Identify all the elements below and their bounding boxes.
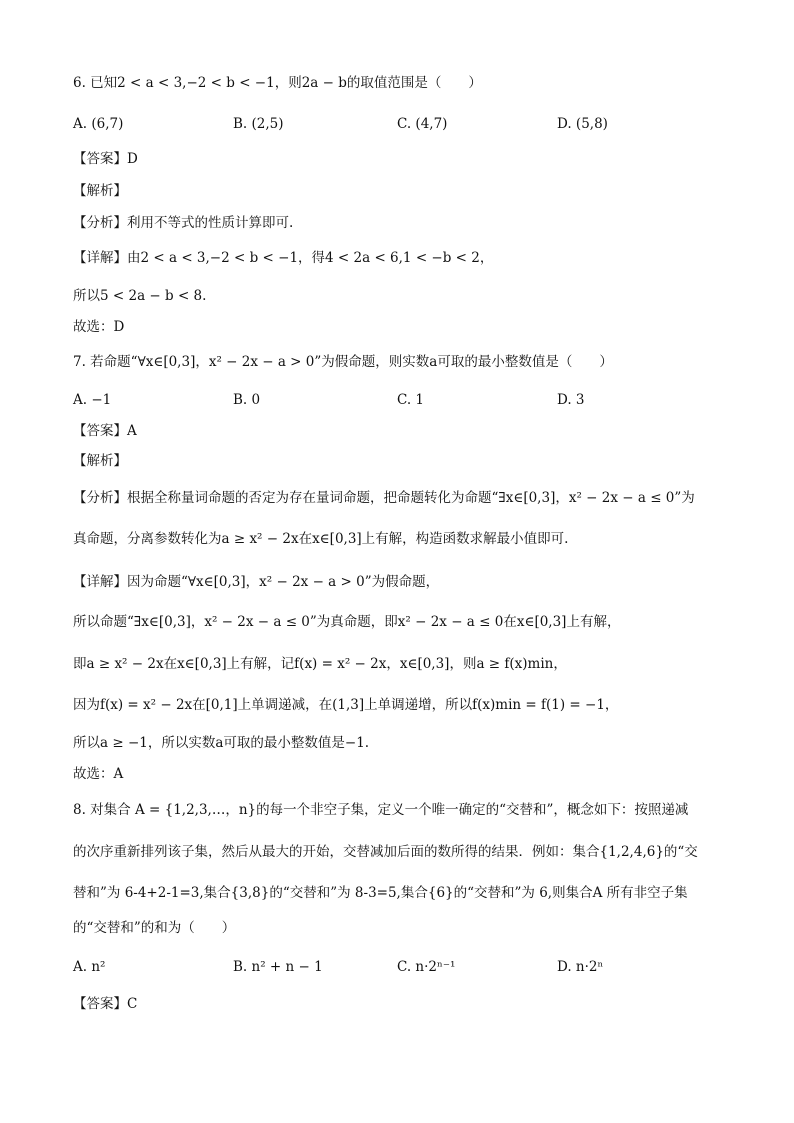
q7-answer: 【答案】A bbox=[73, 423, 137, 439]
q6-option-b: B. (2,5) bbox=[233, 116, 284, 132]
q6-stem: 6. 已知2 < a < 3,−2 < b < −1，则2a − b的取值范围是（ ） bbox=[73, 75, 482, 91]
q7-detail-line1: 【详解】因为命题“∀x∈[0,3]，x² − 2x − a > 0”为假命题， bbox=[73, 574, 440, 590]
q7-option-b: B. 0 bbox=[233, 392, 261, 408]
q6-detail-line2: 所以5 < 2a − b < 8. bbox=[73, 288, 207, 304]
q7-detail-line2: 所以命题“∃x∈[0,3]，x² − 2x − a ≤ 0”为真命题，即x² − 2x − a ≤ 0在x∈[0,3]上有解， bbox=[73, 614, 621, 630]
q7-option-c: C. 1 bbox=[397, 392, 425, 408]
q7-detail-line3: 即a ≥ x² − 2x在x∈[0,3]上有解，记f(x) = x² − 2x，x∈[0,3]，则a ≥ f(x)min， bbox=[73, 656, 567, 672]
q7-jiexi-heading: 【解析】 bbox=[73, 453, 127, 469]
q8-option-b: B. n² + n − 1 bbox=[233, 959, 323, 975]
q6-analysis: 【分析】利用不等式的性质计算即可. bbox=[73, 215, 294, 231]
q8-option-c: C. n·2ⁿ⁻¹ bbox=[397, 959, 456, 975]
q8-option-d: D. n·2ⁿ bbox=[557, 959, 604, 975]
q8-stem-line2: 的次序重新排列该子集，然后从最大的开始，交替减加后面的数所得的结果．例如：集合{1,2,4,6}的“交 bbox=[73, 844, 698, 860]
q7-detail-line5: 所以a ≥ −1，所以实数a可取的最小整数值是−1. bbox=[73, 735, 370, 751]
q6-option-c: C. (4,7) bbox=[397, 116, 448, 132]
q8-stem-line1: 8. 对集合 A = {1,2,3,…，n}的每一个非空子集，定义一个唯一确定的“交替和”，概念如下：按照递减 bbox=[73, 802, 689, 818]
q7-stem: 7. 若命题“∀x∈[0,3]，x² − 2x − a > 0”为假命题，则实数a可取的最小整数值是（ ） bbox=[73, 354, 613, 370]
q7-choice: 故选：A bbox=[73, 766, 124, 782]
q8-stem-line3: 替和”为 6-4+2-1=3,集合{3,8}的“交替和”为 8-3=5,集合{6}的“交替和”为 6,则集合A 所有非空子集 bbox=[73, 885, 688, 901]
q6-option-d: D. (5,8) bbox=[557, 116, 608, 132]
q7-analysis-line2: 真命题，分离参数转化为a ≥ x² − 2x在x∈[0,3]上有解，构造函数求解最小值即可. bbox=[73, 531, 569, 547]
q6-detail: 【详解】由2 < a < 3,−2 < b < −1，得4 < 2a < 6,1 < −b < 2， bbox=[73, 250, 494, 266]
q7-analysis-line1: 【分析】根据全称量词命题的否定为存在量词命题，把命题转化为命题“∃x∈[0,3]，x² − 2x − a ≤ 0”为 bbox=[73, 490, 695, 506]
q6-answer: 【答案】D bbox=[73, 151, 138, 167]
q8-stem-line4: 的“交替和”的和为（ ） bbox=[73, 920, 236, 936]
q6-choice: 故选：D bbox=[73, 319, 125, 335]
q8-answer: 【答案】C bbox=[73, 996, 138, 1012]
q6-jiexi-heading: 【解析】 bbox=[73, 183, 127, 199]
q7-option-a: A. −1 bbox=[73, 392, 112, 408]
q7-detail-line4: 因为f(x) = x² − 2x在[0,1]上单调递减，在(1,3]上单调递增，所以f(x)min = f(1) = −1， bbox=[73, 697, 619, 713]
q8-option-a: A. n² bbox=[73, 959, 106, 975]
q7-option-d: D. 3 bbox=[557, 392, 585, 408]
q6-option-a: A. (6,7) bbox=[73, 116, 124, 132]
